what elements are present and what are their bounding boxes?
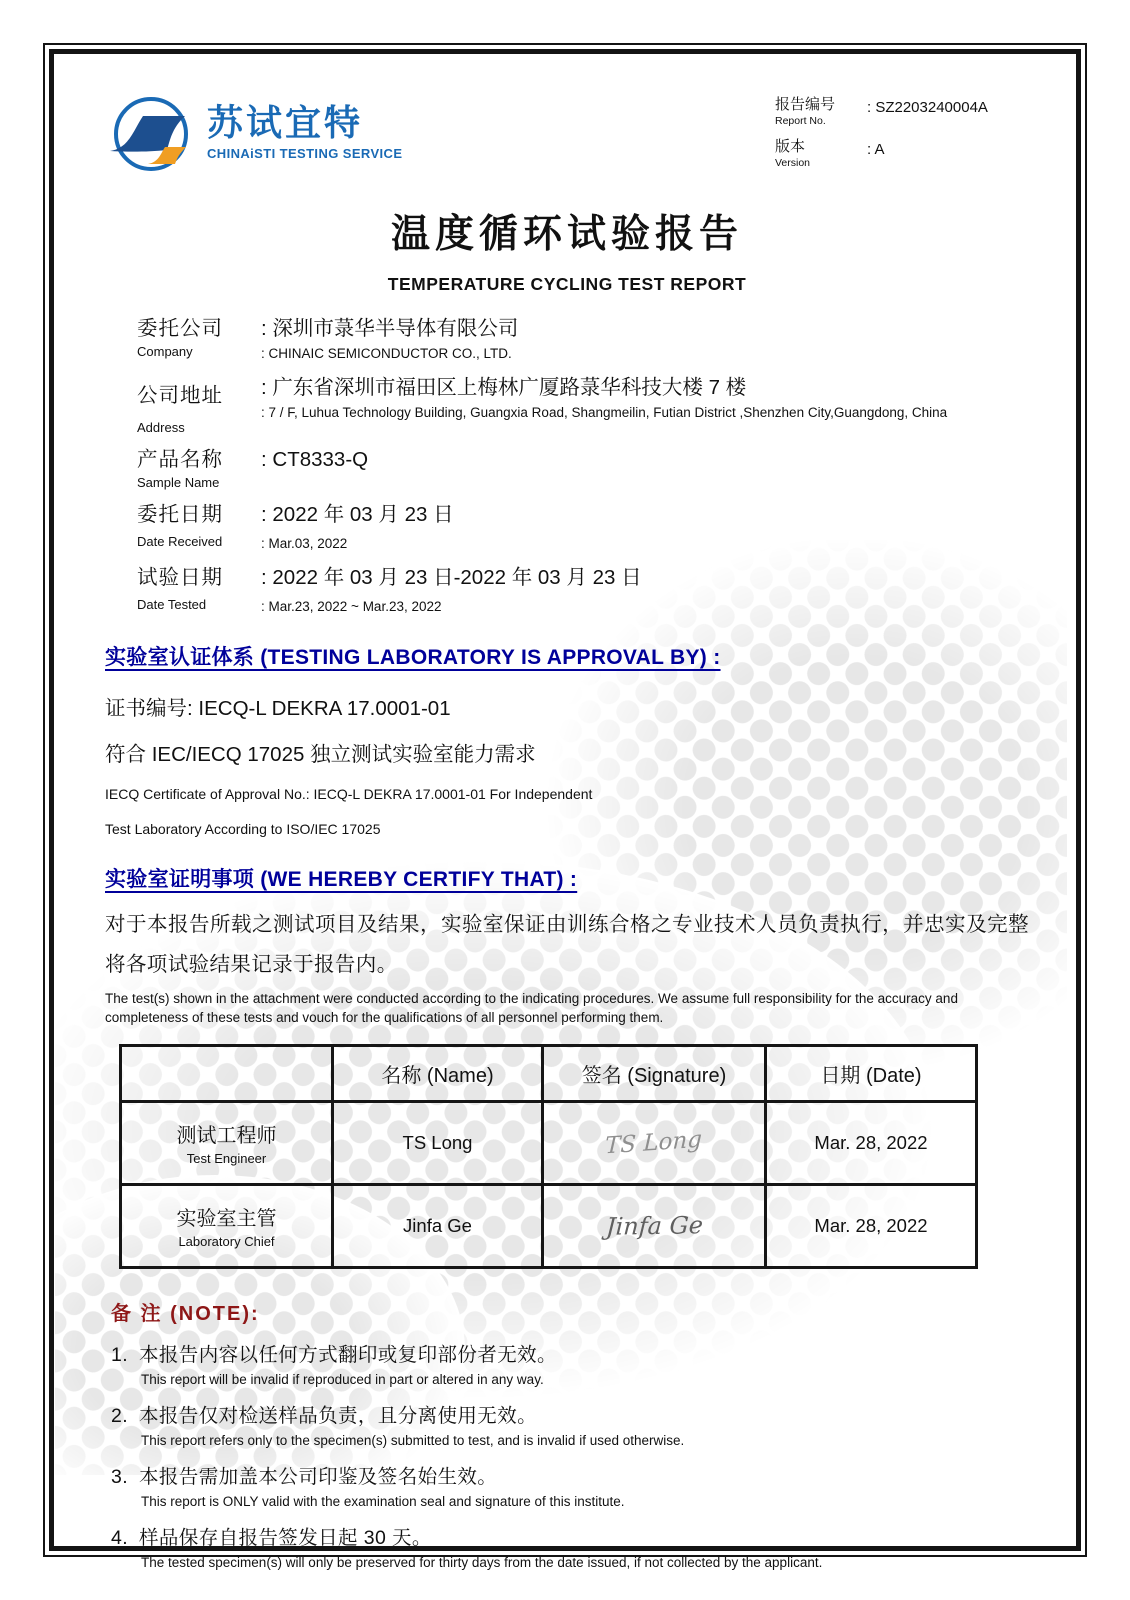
company-value-en: : CHINAIC SEMICONDUCTOR CO., LTD. [261,346,512,361]
header-cell-role [121,1045,333,1101]
header-cell-signature: 签名 (Signature) [543,1045,766,1101]
header-cell-name: 名称 (Name) [333,1045,543,1101]
version-label-zh: 版本 [775,138,806,155]
date-received-label-zh: 委托日期 [137,503,223,527]
date-tested-values [261,560,1019,616]
version-value: : A [867,141,885,158]
date-tested-value-en: : Mar.23, 2022 ~ Mar.23, 2022 [261,599,442,615]
version-labels [775,135,867,169]
company-label-zh: 委托公司 [137,317,223,340]
note-text-zh: 本报告需加盖本公司印鉴及签名始生效。 [139,1465,498,1488]
report-no-row [775,93,1013,127]
header-bar [105,89,1029,177]
certify-body-en: The test(s) shown in the attachment were conducted according to the indicating procedures. We assume full responsibility for the accuracy and completeness of these tests and vouch for the qualifications of all personnel performing them. [105,990,958,1026]
note-text-zh: 本报告仅对检送样品负责，且分离使用无效。 [139,1404,538,1427]
date-tested-labels [137,560,261,616]
note-number: 3. [111,1465,129,1488]
date-cell: Mar. 28, 2022 [766,1184,977,1267]
header-cell-date: 日期 (Date) [766,1045,977,1101]
address-label-en: Address [137,420,185,436]
info-fields [137,311,1019,617]
note-number: 1. [111,1343,129,1366]
role-zh: 测试工程师 [176,1125,277,1148]
company-logo [107,89,402,175]
certify-body-zh: 对于本报告所载之测试项目及结果，实验室保证由训练合格之专业技术人员负责执行，并忠实及完整将各项试验结果记录于报告内。 [105,912,1029,976]
address-value-en: : 7 / F, Luhua Technology Building, Guangxia Road, Shangmeilin, Futian District ,Shenzhen City,Guangdong, China [261,405,948,421]
info-row-sample-name [137,442,1019,490]
note-text-en: This report will be invalid if reproduced in part or altered in any way. [141,1371,544,1387]
signature-cell [543,1101,766,1184]
list-item [111,1461,1029,1509]
notes-section [111,1297,1029,1570]
sample-name-label-zh: 产品名称 [137,448,223,472]
company-values [261,311,1019,363]
info-row-date-received [137,497,1019,553]
approval-standard: 符合 IEC/IECQ 17025 独立测试实验室能力需求 [105,742,536,766]
date-cell: Mar. 28, 2022 [766,1101,977,1184]
note-text-zh: 本报告内容以任何方式翻印或复印部份者无效。 [139,1343,557,1366]
date-tested-label-zh: 试验日期 [137,566,223,590]
note-text-en: This report refers only to the specimen(s) submitted to test, and is invalid if used otherwise. [141,1432,685,1448]
role-en: Test Engineer [186,1151,267,1167]
report-meta [775,93,1013,177]
approval-section [105,641,1029,837]
logo-name-en: CHINAiSTI TESTING SERVICE [207,145,403,161]
sample-name-value: : CT8333-Q [261,448,369,472]
date-tested-label-en: Date Tested [137,597,207,613]
date-received-value-en: : Mar.03, 2022 [261,536,348,552]
role-en: Laboratory Chief [178,1234,275,1250]
note-text-zh: 样品保存自报告签发日起 30 天。 [139,1526,432,1549]
report-no-labels [775,93,867,127]
address-labels [137,370,261,435]
list-item [111,1339,1029,1387]
approval-en-line1: IECQ Certificate of Approval No.: IECQ-L DEKRA 17.0001-01 For Independent [105,785,593,802]
certify-section [105,863,1029,1028]
version-row [775,135,1013,169]
sample-name-values [261,442,1019,490]
date-received-labels [137,497,261,553]
signature-table [119,1044,978,1269]
info-row-address [137,370,1019,435]
table-row [121,1101,977,1184]
note-zh [111,1461,1029,1489]
report-content [55,55,1075,1570]
note-zh [111,1400,1029,1428]
handwritten-signature: TS Long [605,1126,703,1160]
sample-name-labels [137,442,261,490]
address-label-zh: 公司地址 [137,384,223,408]
info-row-date-tested [137,560,1019,616]
note-text-en: The tested specimen(s) will only be preserved for thirty days from the date issued, if not collected by the applicant. [141,1554,823,1570]
note-number: 2. [111,1404,129,1427]
signature-cell [543,1184,766,1267]
approval-en-line2: Test Laboratory According to ISO/IEC 17025 [105,820,381,837]
version-label-en: Version [775,157,811,169]
note-text-en: This report is ONLY valid with the examination seal and signature of this institute. [141,1493,625,1509]
company-value-zh: : 深圳市菉华半导体有限公司 [261,317,519,340]
note-zh [111,1522,1029,1550]
report-title-zh: 温度循环试验报告 [390,213,743,256]
sample-name-label-en: Sample Name [137,475,220,491]
date-received-values [261,497,1019,553]
company-labels [137,311,261,363]
logo-mark-icon [107,89,193,175]
report-no-label-en: Report No. [775,115,826,127]
approval-heading: 实验室认证体系 (TESTING LABORATORY IS APPROVAL BY) : [105,645,721,669]
info-row-company [137,311,1019,363]
date-tested-value-zh: : 2022 年 03 月 23 日-2022 年 03 月 23 日 [261,566,642,590]
name-cell: Jinfa Ge [333,1184,543,1267]
date-received-label-en: Date Received [137,534,223,550]
note-number: 4. [111,1526,129,1549]
note-zh [111,1339,1029,1367]
report-title-en: TEMPERATURE CYCLING TEST REPORT [387,274,747,294]
list-item [111,1522,1029,1570]
date-received-value-zh: : 2022 年 03 月 23 日 [261,503,454,527]
role-zh: 实验室主管 [176,1208,277,1231]
report-no-value: : SZ2203240004A [867,99,988,116]
list-item [111,1400,1029,1448]
address-value-zh: : 广东省深圳市福田区上梅林广厦路菉华科技大楼 7 楼 [261,376,747,400]
approval-cert-no: 证书编号: IECQ-L DEKRA 17.0001-01 [105,696,451,720]
logo-text [207,103,402,161]
company-label-en: Company [137,344,193,359]
name-cell: TS Long [333,1101,543,1184]
signature-table-header-row [121,1045,977,1101]
handwritten-signature: Jinfa Ge [604,1210,704,1241]
role-cell [121,1184,333,1267]
role-cell [121,1101,333,1184]
notes-heading: 备 注 (NOTE): [111,1302,260,1325]
table-row [121,1184,977,1267]
logo-name-cn: 苏试宜特 [207,102,364,144]
report-no-label-zh: 报告编号 [775,96,836,113]
address-values [261,370,1019,435]
certify-heading: 实验室证明事项 (WE HEREBY CERTIFY THAT) : [105,867,578,891]
